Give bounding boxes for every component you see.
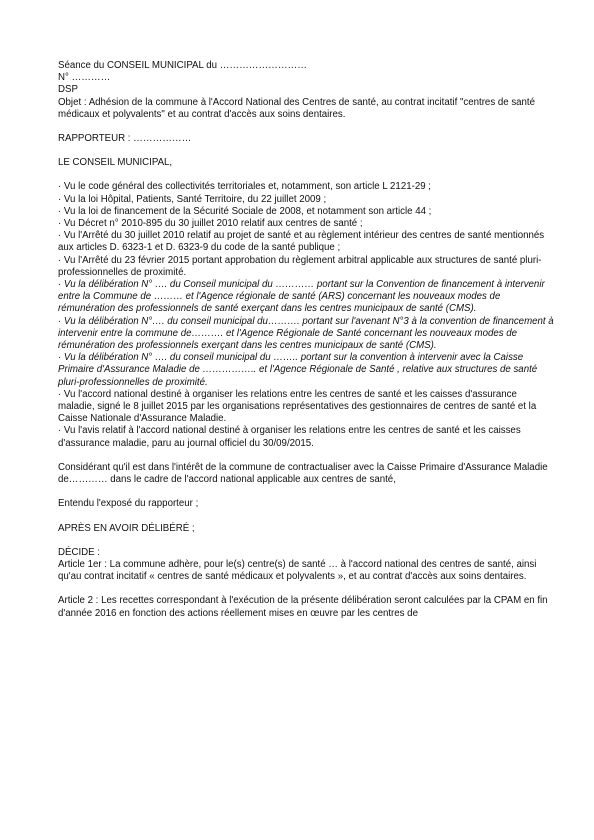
vu-item: · Vu Décret n° 2010-895 du 30 juillet 2010 relatif aux centres de santé ; [58,218,363,230]
apres-deliberation-line: APRÈS EN AVOIR DÉLIBÉRÉ ; [58,522,195,534]
vu-item: · Vu l'Arrêté du 23 février 2015 portant approbation du règlement arbitral applicable aux structures de santé pluri-professionnelles de proximité. [58,254,542,278]
entendu-line: Entendu l'exposé du rapporteur ; [58,498,199,510]
vu-deliberation-item: · Vu la délibération N° …. du conseil municipal du …….. portant sur la convention à intervenir avec la Caisse Primaire d'Assurance Maladie de …………….. et l'Agence Régionale de Santé , relative aux structures de santé pluri-professionnelles de proximité. [58,352,538,388]
vu-item: · Vu l'avis relatif à l'accord national destiné à organiser les relations entre les centres de santé et les caisses d'assurance maladie, paru au journal officiel du 30/09/2015. [58,425,521,449]
vu-item: · Vu la loi Hôpital, Patients, Santé Territoire, du 22 juillet 2009 ; [58,193,327,205]
objet-paragraph: Objet : Adhésion de la commune à l'Accord National des Centres de santé, au contrat incitatif "centres de santé médicaux et polyvalents" et au contrat d'accès aux soins dentaires. [58,96,536,120]
conseil-heading: LE CONSEIL MUNICIPAL, [58,157,173,169]
decide-heading: DÉCIDE : [58,546,100,558]
vu-deliberation-item: · Vu la délibération N° …. du Conseil municipal du ………… portant sur la Convention de financement à intervenir entre la Commune de ……… et l'Agence régionale de santé (ARS) concernant les nouveaux modes de rémunération des professionnels de santé exerçant dans les centres municipaux de santé (CMS). [58,279,545,315]
vu-item: · Vu l'Arrêté du 30 juillet 2010 relatif au projet de santé et au règlement intérieur des centres de santé mentionnés aux articles D. 6323-1 et D. 6323-9 du code de la santé publique ; [58,230,545,254]
service-line: DSP [58,84,78,96]
vu-item: · Vu la loi de financement de la Sécurité Sociale de 2008, et notamment son article 44 ; [58,205,432,217]
numero-line: N° ………… [58,72,111,84]
article-1: Article 1er : La commune adhère, pour le(s) centre(s) de santé … à l'accord national des centres de santé, ainsi qu'au contrat incitatif « centres de santé médicaux et polyvalents », et au contrat d'accès aux soins dentaires. [58,558,537,583]
vu-item: · Vu l'accord national destiné à organiser les relations entre les centres de santé et les caisses d'assurance maladie, signé le 8 juillet 2015 par les organisations représentatives des gestionnaires de centres de santé et la Caisse Nationale d'Assurance Maladie. [58,388,537,425]
article-2: Article 2 : Les recettes correspondant à l'exécution de la présente délibération seront calculées par la CPAM en fin d'année 2016 en fonction des actions réellement mises en œuvre par les centres de [58,595,548,619]
seance-line: Séance du CONSEIL MUNICIPAL du ……………………… [58,60,307,71]
vu-deliberation-item: · Vu la délibération N°…. du conseil municipal du………. portant sur l'avenant N°3 à la convention de financement à intervenir entre la commune de………. et l'Agence Régionale de Santé concernant les nouveaux modes de rémunération des professionnels exerçant dans les centres municipaux de santé (CMS). [58,315,554,352]
rapporteur-line: RAPPORTEUR : ……………… [58,133,192,145]
vu-item: · Vu le code général des collectivités territoriales et, notamment, son article L 2121-29 ; [58,181,431,193]
considerant-paragraph: Considérant qu'il est dans l'intérêt de la commune de contractualiser avec la Caisse Primaire d'Assurance Maladie de………… dans le cadre de l'accord national applicable aux centres de santé, [58,461,548,486]
